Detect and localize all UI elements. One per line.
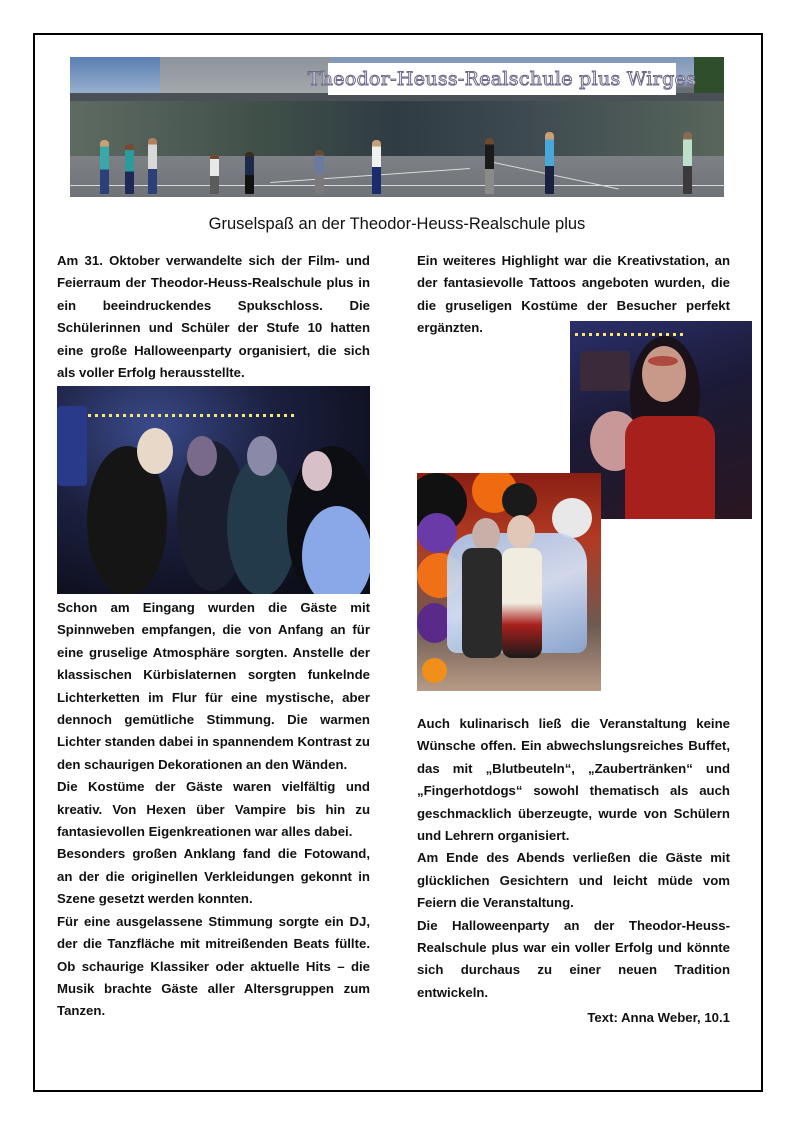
paragraph: Die Halloweenparty an der Theodor-Heuss-Realschule plus war ein voller Erfolg und könnte sich durchaus zu einer neuen Tradition entwickeln.: [417, 917, 730, 1000]
face: [302, 451, 332, 491]
face: [137, 428, 173, 474]
face: [507, 515, 535, 549]
paragraph: Schon am Eingang wurden die Gäste mit Spinnweben empfangen, die von Anfang an für eine gruselige Atmosphäre sorgten. Anstelle der klassischen Kürbislaternen sorgten funkelnde Lichterketten im Flur für eine mystische, aber dennoch gemütliche Stimmung. Die warmen Lichter standen dabei in spannendem Kontrast zu den schaurigen Dekorationen an den Wänden.: [57, 600, 370, 772]
header-banner-photo: [70, 57, 724, 197]
white-bloody-dress: [502, 548, 542, 658]
table-decoration: [580, 351, 630, 391]
banner-building: [160, 57, 330, 95]
banner-person: [125, 144, 134, 194]
author-credit: Text: Anna Weber, 10.1: [587, 1010, 730, 1025]
string-lights: [67, 414, 297, 417]
paragraph: Ein weiteres Highlight war die Kreativstation, an der fantasievolle Tattoos angeboten wurden, die die gruseligen Kostüme der Besucher perfekt ergänzten.: [417, 253, 730, 336]
black-dress: [462, 548, 502, 658]
pumpkin: [422, 658, 447, 683]
face: [472, 518, 500, 552]
left-column-body: [57, 597, 370, 1023]
red-dress: [625, 416, 715, 519]
banner-person: [245, 152, 254, 194]
paragraph: Am Ende des Abends verließen die Gäste mit glücklichen Gesichtern und leicht müde vom Feiern die Veranstaltung.: [417, 850, 730, 911]
paragraph: Auch kulinarisch ließ die Veranstaltung keine Wünsche offen. Ein abwechslungsreiches Buffet, das mit „Blutbeuteln“, „Zaubertränken“ und „Fingerhotdogs“ sowohl thematisch als auch geschmacklich überzeugte, wurde von Schülern und Lehrern organisiert.: [417, 716, 730, 844]
banner-person: [485, 138, 494, 194]
banner-decoration: [57, 406, 87, 486]
banner-person: [315, 150, 324, 194]
face-paint: [648, 356, 678, 366]
banner-person: [372, 140, 381, 194]
banner-title-box: [307, 63, 697, 95]
school-name: Theodor-Heuss-Realschule plus Wirges: [307, 68, 697, 90]
article-headline: Gruselspaß an der Theodor-Heuss-Realschule plus: [208, 215, 586, 233]
banner-person: [210, 154, 219, 194]
light-top: [302, 506, 370, 594]
balloon: [502, 483, 537, 518]
banner-schoolyard: [70, 156, 724, 197]
photo-costume-duo: [417, 473, 601, 691]
face: [187, 436, 217, 476]
right-column-body: [417, 713, 730, 1004]
paragraph: Die Kostüme der Gäste waren vielfältig und kreativ. Von Hexen über Vampire bis hin zu fantasievollen Eigenkreationen war alles dabei.: [57, 779, 370, 840]
face-with-makeup: [642, 346, 686, 402]
photo-group-friends: [57, 386, 370, 594]
paragraph: Am 31. Oktober verwandelte sich der Film- und Feierraum der Theodor-Heuss-Realschule plus in ein beeindruckendes Spukschloss. Die Schülerinnen und Schüler der Stufe 10 hatten eine große Halloweenparty organisiert, die sich als voller Erfolg herausstellte.: [57, 253, 370, 381]
left-column-intro: [57, 250, 370, 384]
paragraph: Für eine ausgelassene Stimmung sorgte ein DJ, der die Tanzfläche mit mitreißenden Beats füllte. Ob schaurige Klassiker oder aktuelle Hits – die Musik brachte Gäste aller Altersgruppen zum Tanzen.: [57, 913, 370, 1019]
banner-facade: [70, 101, 724, 156]
court-line: [70, 185, 724, 186]
banner-person: [148, 138, 157, 194]
banner-person: [100, 140, 109, 194]
banner-person: [683, 132, 692, 194]
paragraph: Besonders großen Anklang fand die Fotowand, an der die originellen Verkleidungen gekonnt in Szene gesetzt werden konnten.: [57, 846, 370, 907]
balloon: [552, 498, 592, 538]
banner-person: [545, 132, 554, 194]
face: [247, 436, 277, 476]
